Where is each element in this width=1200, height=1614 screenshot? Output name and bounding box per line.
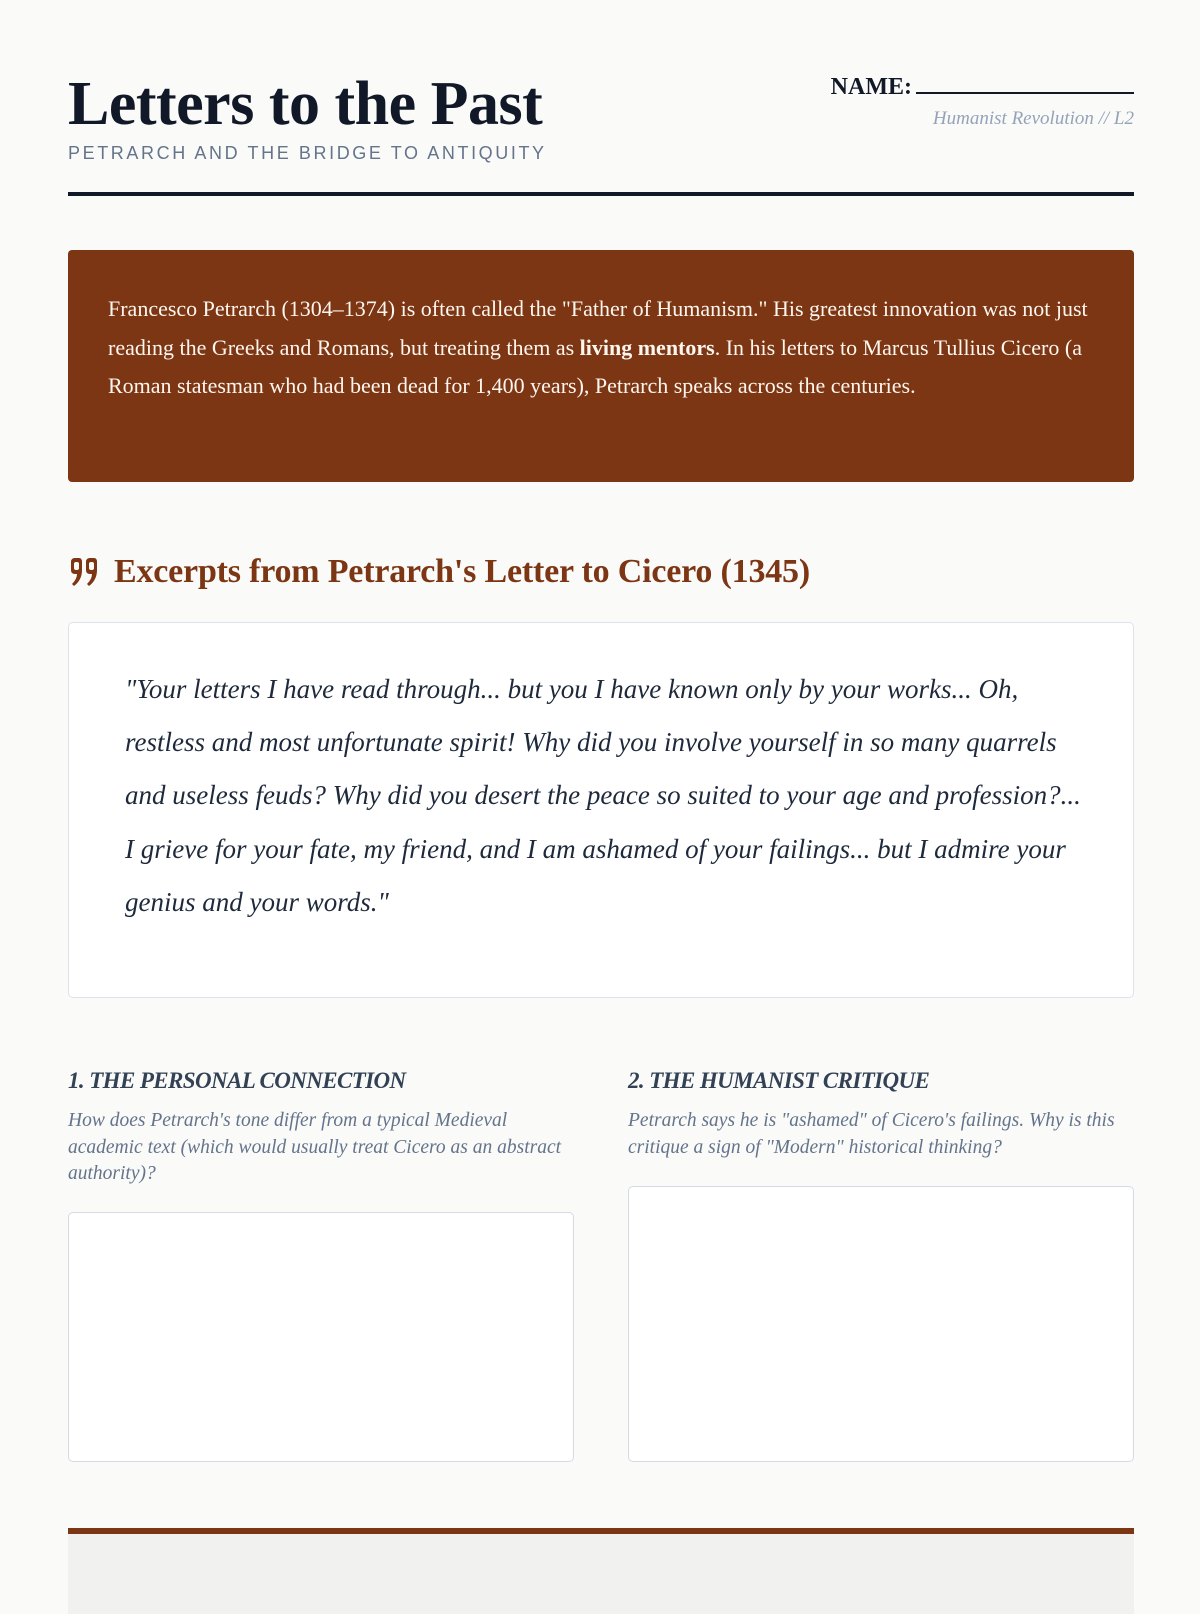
- petrarch-quote: "Your letters I have read through... but you I have known only by your works... Oh, restless and most unfortunate spirit! Why did you involve yourself in so many quarrels and useless feuds? Why did you desert the peace so suited to your age and profession?... I grieve for your fate, my friend, and I am ashamed of your failings... but I admire your genius and your words.": [125, 674, 1081, 917]
- intro-text-part1: Francesco Petrarch (1304–1374) is often called the "Father of Humanism." His greatest innovation was not just reading the Greeks and Romans, but treating them as: [108, 296, 1088, 360]
- question-2-prompt: Petrarch says he is "ashamed" of Cicero's failings. Why is this critique a sign of "Modern" historical thinking?: [628, 1110, 1115, 1158]
- worksheet-page: [68, 0, 1134, 1184]
- excerpt-heading-text: Excerpts from Petrarch's Letter to Cicero (1345): [114, 553, 810, 590]
- intro-box: [68, 250, 1134, 482]
- answer-box-2[interactable]: [628, 1186, 1134, 1462]
- name-field: [831, 70, 1134, 102]
- question-1: [68, 1064, 574, 1188]
- question-2: [628, 1064, 1134, 1161]
- intro-emphasis: living mentors: [579, 334, 715, 360]
- intro-text-part2: . In his letters to Marcus Tullius Cicero (a Roman statesman who had been dead for 1,400 years), Petrarch speaks across the centuries.: [108, 334, 1082, 398]
- answer-box-1[interactable]: [68, 1212, 574, 1462]
- page-subtitle: PETRARCH AND THE BRIDGE TO ANTIQUITY: [68, 143, 547, 163]
- quote-card: [68, 622, 1134, 998]
- quote-icon: [68, 554, 100, 590]
- excerpt-section-heading: [68, 546, 810, 598]
- page-title: Letters to the Past: [68, 70, 543, 138]
- name-label: NAME:: [830, 74, 912, 100]
- question-1-prompt: How does Petrarch's tone differ from a typical Medieval academic text (which would usually treat Cicero as an abstract authority)?: [68, 1110, 562, 1184]
- name-blank-line[interactable]: [916, 70, 1134, 94]
- question-2-title: 2. THE HUMANIST CRITIQUE: [628, 1068, 930, 1093]
- unit-tag: Humanist Revolution // L2: [932, 108, 1134, 129]
- bottom-section-panel: [68, 1534, 1134, 1614]
- worksheet-header: [68, 0, 1134, 196]
- question-1-title: 1. THE PERSONAL CONNECTION: [68, 1068, 406, 1093]
- header-divider: [68, 192, 1134, 196]
